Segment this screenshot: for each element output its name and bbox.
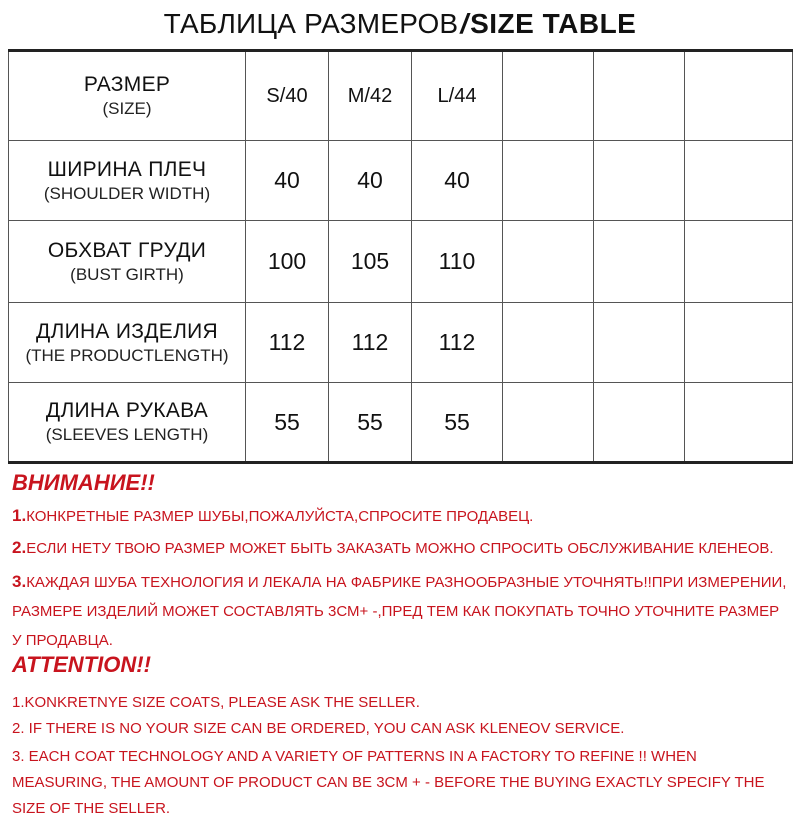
table-cell: 40 <box>412 141 503 221</box>
table-cell: 112 <box>329 303 412 383</box>
note-ru-3: 3.КАЖДАЯ ШУБА ТЕХНОЛОГИЯ И ЛЕКАЛА НА ФАБРИКЕ РАЗНООБРАЗНЫЕ УТОЧНЯТЬ!!ПРИ ИЗМЕРЕНИИ, РАЗМЕРЕ ИЗДЕЛИЙ МОЖЕТ СОСТАВЛЯТЬ 3СМ+ -,ПРЕД ТЕМ КАК ПОКУПАТЬ ТОЧНО УТОЧНИТЕ РАЗМЕР У ПРОДАВЦА. <box>12 572 787 649</box>
table-cell <box>503 383 594 463</box>
title-separator: / <box>460 8 469 39</box>
note-ru-2: 2.ЕСЛИ НЕТУ ТВОЮ РАЗМЕР МОЖЕТ БЫТЬ ЗАКАЗАТЬ МОЖНО СПРОСИТЬ ОБСЛУЖИВАНИЕ КЛЕНЕОВ. <box>12 538 774 557</box>
table-cell <box>503 51 594 141</box>
title-ru: ТАБЛИЦА РАЗМЕРОВ <box>163 8 459 39</box>
table-cell <box>503 141 594 221</box>
table-cell: 40 <box>246 141 329 221</box>
row-header-ru: ДЛИНА ИЗДЕЛИЯ <box>35 319 219 343</box>
row-header-ru: ШИРИНА ПЛЕЧ <box>47 157 207 181</box>
table-cell <box>685 141 793 221</box>
table-cell: 105 <box>329 221 412 303</box>
table-cell: 55 <box>412 383 503 463</box>
table-row <box>9 383 793 463</box>
row-header-en: (SIZE) <box>102 99 152 118</box>
table-cell: 55 <box>246 383 329 463</box>
table-cell <box>594 51 685 141</box>
table-cell: 40 <box>329 141 412 221</box>
table-cell: 112 <box>412 303 503 383</box>
row-header-en: (SLEEVES LENGTH) <box>45 425 209 444</box>
row-header-sleeves-length <box>9 383 246 463</box>
table-cell: 55 <box>329 383 412 463</box>
row-header-shoulder-width <box>9 141 246 221</box>
row-header-size <box>9 51 246 141</box>
table-row <box>9 221 793 303</box>
row-header-bust-girth <box>9 221 246 303</box>
table-cell: L/44 <box>412 51 503 141</box>
note-ru-1: 1.КОНКРЕТНЫЕ РАЗМЕР ШУБЫ,ПОЖАЛУЙСТА,СПРОСИТЕ ПРОДАВЕЦ. <box>12 506 534 525</box>
title-en: SIZE TABLE <box>470 8 637 39</box>
table-cell <box>594 303 685 383</box>
table-cell <box>594 221 685 303</box>
table-cell <box>685 383 793 463</box>
table-cell: S/40 <box>246 51 329 141</box>
table-cell: 110 <box>412 221 503 303</box>
table-cell <box>685 303 793 383</box>
page-title <box>0 4 800 44</box>
table-cell <box>685 221 793 303</box>
note-en-2: 2. IF THERE IS NO YOUR SIZE CAN BE ORDERED, YOU CAN ASK KLENEOV SERVICE. <box>12 720 625 737</box>
table-cell: 100 <box>246 221 329 303</box>
size-table <box>8 49 793 464</box>
row-header-ru: ОБХВАТ ГРУДИ <box>47 238 207 262</box>
row-header-en: (SHOULDER WIDTH) <box>43 183 211 203</box>
note-en-3: 3. EACH COAT TECHNOLOGY AND A VARIETY OF PATTERNS IN A FACTORY TO REFINE !! WHEN MEASURING, THE AMOUNT OF PRODUCT CAN BE 3CM + - BEFORE THE BUYING EXACTLY SPECIFY THE SIZE OF THE SELLER. <box>12 748 765 817</box>
table-cell: 112 <box>246 303 329 383</box>
row-header-en: (THE PRODUCTLENGTH) <box>25 345 229 365</box>
table-row <box>9 141 793 221</box>
table-cell <box>503 221 594 303</box>
row-header-ru: РАЗМЕР <box>83 73 171 96</box>
table-cell <box>685 51 793 141</box>
row-header-en: (BUST GIRTH) <box>70 264 184 284</box>
table-cell <box>594 383 685 463</box>
table-cell: M/42 <box>329 51 412 141</box>
table-row <box>9 51 793 141</box>
table-row <box>9 303 793 383</box>
note-en-1: 1.KONKRETNYE SIZE COATS, PLEASE ASK THE SELLER. <box>12 694 420 711</box>
attention-heading-ru: ВНИМАНИЕ!! <box>12 470 155 495</box>
table-cell <box>594 141 685 221</box>
table-cell <box>503 303 594 383</box>
attention-heading-en: ATTENTION!! <box>12 652 151 677</box>
row-header-product-length <box>9 303 246 383</box>
row-header-ru: ДЛИНА РУКАВА <box>45 399 209 422</box>
